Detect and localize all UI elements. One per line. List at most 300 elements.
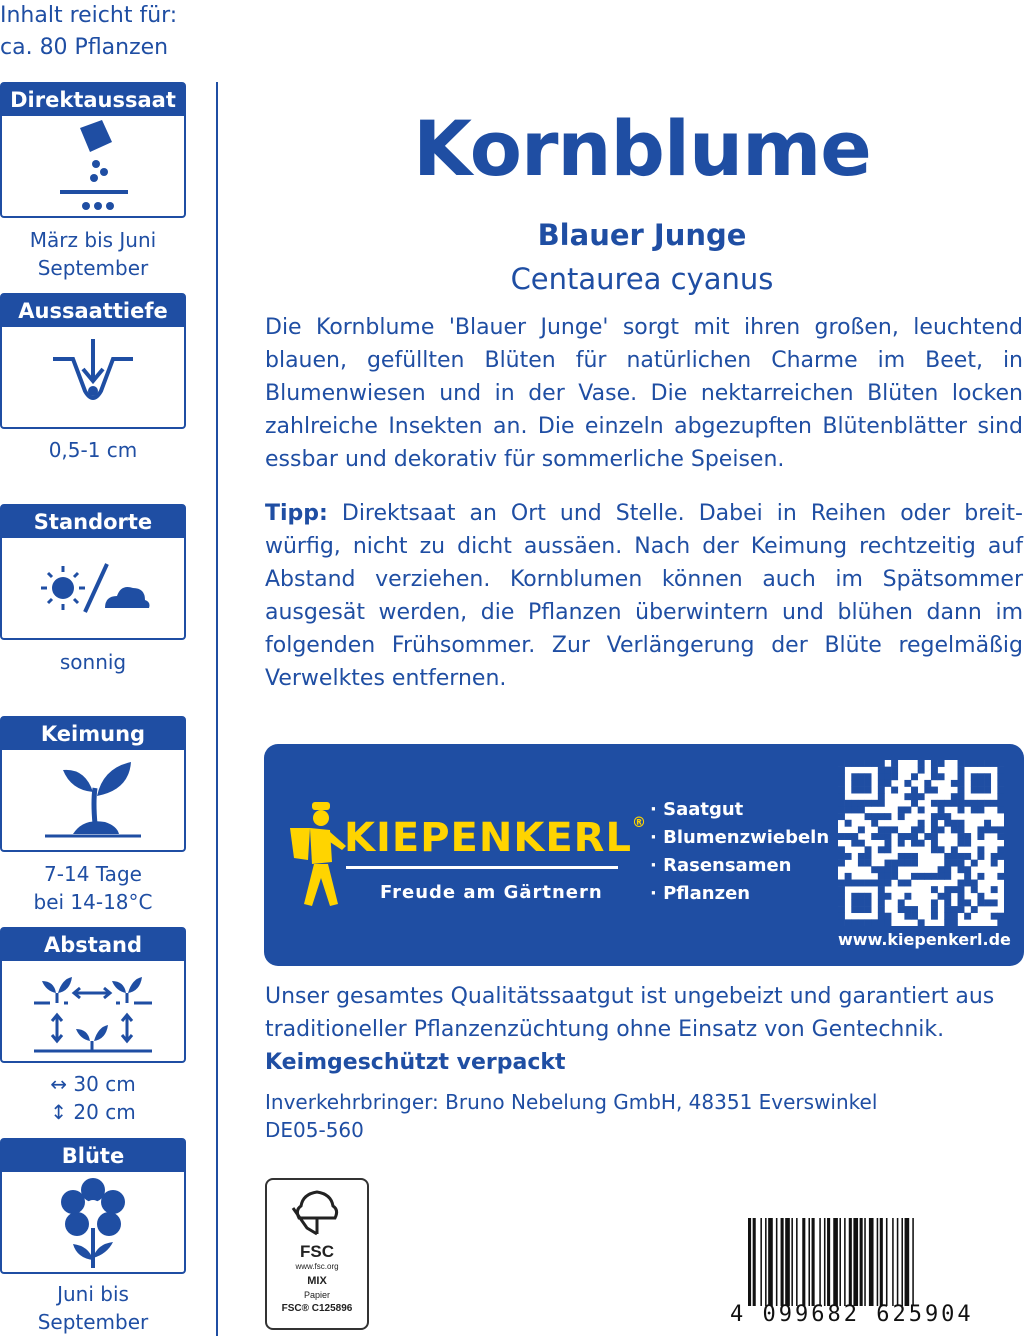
info-box-germination [0,716,186,852]
info-caption-spacing [0,1070,186,1126]
fsc-site: www.fsc.org [295,1262,339,1271]
qr-module [997,773,1004,780]
qr-module [858,840,865,847]
qr-module [845,833,852,840]
qr-module [838,806,845,813]
qr-module [871,760,878,767]
barcode-bar [877,1218,879,1306]
qr-module [845,853,852,860]
fsc-license: FSC® C125896 [281,1303,353,1314]
spacing-icon [2,961,184,1061]
qr-module [851,806,858,813]
tip-label: Tipp: [265,501,328,526]
qr-module [997,846,1004,853]
qr-module [865,893,872,900]
qr-module [891,787,898,794]
sowing-icon [2,116,184,216]
qr-module [865,919,872,926]
barcode-bar [776,1218,778,1306]
qr-module [878,873,885,880]
qr-module [904,893,911,900]
qr-module [951,853,958,860]
qr-module [964,873,971,880]
qr-module [884,873,891,880]
qr-module [977,826,984,833]
barcode-bar [901,1218,903,1306]
qr-module [991,853,998,860]
qr-module [851,780,858,787]
qr-module [991,899,998,906]
barcode-bar [905,1218,910,1306]
qr-module [898,899,905,906]
qr-module [997,760,1004,767]
barcode-bar [785,1218,790,1306]
qr-code[interactable] [838,760,1004,926]
info-box-header: Standorte [2,506,184,538]
qr-module [938,813,945,820]
qr-module [904,853,911,860]
qr-module [904,833,911,840]
qr-module [891,860,898,867]
qr-module [918,760,925,767]
qr-module [871,800,878,807]
qr-module [845,760,852,767]
qr-module [911,913,918,920]
qr-module [891,866,898,873]
qr-module [838,853,845,860]
qr-module [918,806,925,813]
qr-module [884,773,891,780]
qr-module [951,913,958,920]
qr-module [871,866,878,873]
qr-module [997,873,1004,880]
qr-module [958,787,965,794]
qr-module [858,880,865,887]
qr-module [977,800,984,807]
qr-module [984,826,991,833]
qr-module [918,767,925,774]
description: Die Kornblume 'Blauer Junge' sorgt mit ihren großen, leuchtend blauen, gefüllten Blüten für natürlichen Charme im Beet, in Blumenwiesen und in der Vase. Die nektarreichen Blüten locken zahlreiche Insekten an. Die einzeln abgezupften Blütenblätter sind essbar und dekorativ für sommerliche Speisen. [265,315,1023,472]
qr-module [878,919,885,926]
qr-module [951,906,958,913]
barcode-bar [768,1218,773,1306]
qr-module [977,899,984,906]
qr-module [931,873,938,880]
qr-module [971,780,978,787]
barcode-bar [833,1218,838,1306]
qr-module [977,780,984,787]
qr-module [951,800,958,807]
qr-module [838,886,845,893]
qr-module [991,860,998,867]
caption-line: bei 14-18°C [33,890,153,914]
qr-module [911,793,918,800]
qr-module [838,800,845,807]
qr-module [878,767,885,774]
qr-module [878,906,885,913]
qr-module [997,913,1004,920]
qr-module [838,760,845,767]
qr-module [958,793,965,800]
qr-module [891,767,898,774]
qr-module [918,873,925,880]
qr-module [851,919,858,926]
qr-module [878,846,885,853]
qr-module [884,866,891,873]
qr-module [958,860,965,867]
barcode-bar [897,1218,899,1306]
barcode-bar [802,1218,805,1306]
qr-module [938,806,945,813]
qr-module [858,919,865,926]
qr-module [845,880,852,887]
qr-module [991,760,998,767]
qr-module [851,899,858,906]
qr-module [858,780,865,787]
qr-module [884,826,891,833]
qr-module [865,846,872,853]
distributor-info [265,1088,877,1144]
barcode-bar [748,1218,751,1306]
qr-module [871,880,878,887]
qr-module [931,773,938,780]
qr-module [838,913,845,920]
control-code: DE05-560 [265,1118,364,1142]
qr-module [838,780,845,787]
qr-module [931,826,938,833]
qr-module [984,780,991,787]
qr-module [911,773,918,780]
fsc-brand: FSC [300,1242,334,1261]
qr-module [944,906,951,913]
qr-module [865,906,872,913]
qr-module [865,860,872,867]
qr-module [838,860,845,867]
qr-module [884,767,891,774]
qr-module [884,846,891,853]
qr-module [858,826,865,833]
qr-module [865,880,872,887]
qr-module [878,813,885,820]
barcode-bar [839,1218,841,1306]
qr-module [911,906,918,913]
qr-module [977,846,984,853]
qr-module [971,760,978,767]
caption-line: März bis Juni [29,228,157,252]
qr-module [878,780,885,787]
info-box-header: Blüte [2,1140,184,1172]
qr-module [984,773,991,780]
qr-module [858,899,865,906]
qr-module [977,833,984,840]
caption-line: 7-14 Tage [44,862,142,886]
content-amount-label: Inhalt reicht für: [0,3,178,28]
qr-module [931,800,938,807]
qr-module [977,773,984,780]
qr-module [931,913,938,920]
qr-module [845,820,852,827]
caption-line: September [37,1310,149,1334]
qr-module [845,800,852,807]
qr-module [858,860,865,867]
qr-module [851,840,858,847]
qr-module [851,787,858,794]
caption-line: sonnig [59,650,127,674]
website-link[interactable]: www.kiepenkerl.de [838,930,1011,949]
qr-module [878,893,885,900]
qr-module [984,800,991,807]
qr-module [971,880,978,887]
barcode [748,1218,1020,1306]
qr-module [977,873,984,880]
qr-module [904,793,911,800]
qr-module [931,906,938,913]
qr-module [884,913,891,920]
qr-module [951,820,958,827]
kiepenkerl-figure-icon [288,800,348,914]
qr-module [838,787,845,794]
qr-module [931,820,938,827]
qr-module [944,800,951,807]
barcode-bar [886,1218,888,1306]
qr-module [964,760,971,767]
qr-module [944,886,951,893]
qr-module [984,899,991,906]
qr-module [878,773,885,780]
qr-module [958,886,965,893]
qr-module [851,833,858,840]
qr-module [958,906,965,913]
qr-module [997,919,1004,926]
info-box-bloom [0,1138,186,1274]
qr-module [911,860,918,867]
qr-module [865,760,872,767]
qr-module [958,866,965,873]
qr-module [997,767,1004,774]
qr-module [958,806,965,813]
qr-module [997,806,1004,813]
qr-module [971,806,978,813]
qr-module [865,899,872,906]
qr-module [838,899,845,906]
qr-module [851,773,858,780]
qr-module [924,787,931,794]
info-box-location [0,504,186,640]
barcode-bar [849,1218,852,1306]
barcode-bar [812,1218,815,1306]
sun-cloud-icon [2,538,184,638]
qr-module [997,800,1004,807]
qr-module [911,826,918,833]
qr-module [878,760,885,767]
qr-module [865,780,872,787]
qr-module [851,760,858,767]
qr-module [884,860,891,867]
qr-module [931,886,938,893]
qr-module [924,833,931,840]
qr-module [911,873,918,880]
qr-module [865,787,872,794]
qr-module [904,906,911,913]
info-box-spacing [0,927,186,1063]
info-caption-germination [0,860,186,916]
qr-module [878,800,885,807]
info-box-sowing-depth [0,293,186,429]
qr-module [958,826,965,833]
qr-module [918,840,925,847]
qr-module [898,840,905,847]
qr-module [964,853,971,860]
tip-paragraph [265,497,1023,695]
qr-module [971,886,978,893]
fsc-papier: Papier [303,1290,330,1300]
qr-module [898,906,905,913]
qr-module [958,833,965,840]
qr-module [924,780,931,787]
qr-module [951,793,958,800]
product-title: Kornblume [413,104,871,193]
qr-module [984,760,991,767]
qr-module [911,833,918,840]
brand-name: KIEPENKERL [344,815,632,861]
quality-text: Unser gesamtes Qualitätssaatgut ist ungebeizt und garantiert aus traditioneller Pflanzenzüchtung ohne Einsatz von Gentechnik. [265,984,995,1042]
qr-module [931,899,938,906]
barcode-bar [819,1218,821,1306]
barcode-bar [753,1218,756,1306]
qr-module [964,913,971,920]
qr-module [997,787,1004,794]
qr-module [838,919,845,926]
qr-module [971,787,978,794]
qr-module [984,820,991,827]
qr-module [871,820,878,827]
qr-module [838,846,845,853]
qr-module [878,913,885,920]
qr-module [938,846,945,853]
qr-module [858,806,865,813]
qr-module [997,780,1004,787]
qr-module [938,893,945,900]
barcode-bar [860,1218,863,1306]
qr-module [997,833,1004,840]
quality-statement [265,980,1024,1079]
barcode-bar [760,1218,762,1306]
barcode-bar [824,1218,826,1306]
qr-module [958,773,965,780]
qr-module [891,873,898,880]
qr-module [918,826,925,833]
qr-module [904,913,911,920]
qr-module [838,767,845,774]
barcode-bar [912,1218,914,1306]
qr-module [845,873,852,880]
barcode-bar [808,1218,810,1306]
qr-module [958,899,965,906]
qr-module [845,919,852,926]
qr-module [884,880,891,887]
content-amount [0,0,177,64]
qr-module [971,906,978,913]
qr-module [898,860,905,867]
qr-module [884,813,891,820]
barcode-bar [791,1218,793,1306]
qr-module [984,787,991,794]
qr-module [964,833,971,840]
seed-depth-icon [2,327,184,427]
caption-line: Juni bis [57,1282,129,1306]
qr-module [878,793,885,800]
qr-module [958,893,965,900]
fsc-mix: MIX [307,1275,327,1287]
qr-module [931,767,938,774]
list-item: · Blumenzwiebeln [650,827,830,848]
qr-module [898,833,905,840]
qr-module [931,846,938,853]
qr-module [977,853,984,860]
qr-module [918,820,925,827]
barcode-number: 4 099682 625904 [730,1302,974,1327]
fsc-tree-icon [267,1188,367,1243]
qr-module [951,826,958,833]
qr-module [944,820,951,827]
qr-module [991,800,998,807]
qr-module [944,860,951,867]
qr-module [938,873,945,880]
registered-mark: ® [631,815,647,831]
barcode-bar [796,1218,798,1306]
qr-module [958,767,965,774]
qr-module [997,853,1004,860]
qr-module [958,880,965,887]
qr-module [858,773,865,780]
qr-module [898,853,905,860]
qr-module [944,873,951,880]
qr-module [977,806,984,813]
qr-module [884,833,891,840]
barcode-bar [864,1218,866,1306]
qr-module [891,826,898,833]
latin-name: Centaurea cyanus [510,262,774,296]
qr-module [971,773,978,780]
info-caption-location [0,648,186,676]
logo-underline [346,866,618,869]
qr-module [944,893,951,900]
qr-module [911,787,918,794]
barcode-bar [853,1218,858,1306]
qr-module [938,826,945,833]
qr-module [938,866,945,873]
qr-module [997,826,1004,833]
qr-module [918,793,925,800]
qr-module [951,886,958,893]
qr-module [944,899,951,906]
distributor-text: Inverkehrbringer: Bruno Nebelung GmbH, 48351 Everswinkel [265,1090,878,1114]
qr-module [858,800,865,807]
qr-module [851,800,858,807]
qr-module [871,833,878,840]
qr-module [931,813,938,820]
caption-line: ↕ 20 cm [50,1100,136,1124]
qr-module [931,833,938,840]
qr-module [878,826,885,833]
info-box-header: Direktaussaat [2,84,184,116]
caption-line: ↔ 30 cm [50,1072,136,1096]
qr-module [858,893,865,900]
qr-module [858,853,865,860]
qr-module [858,760,865,767]
qr-module [958,800,965,807]
qr-module [991,913,998,920]
